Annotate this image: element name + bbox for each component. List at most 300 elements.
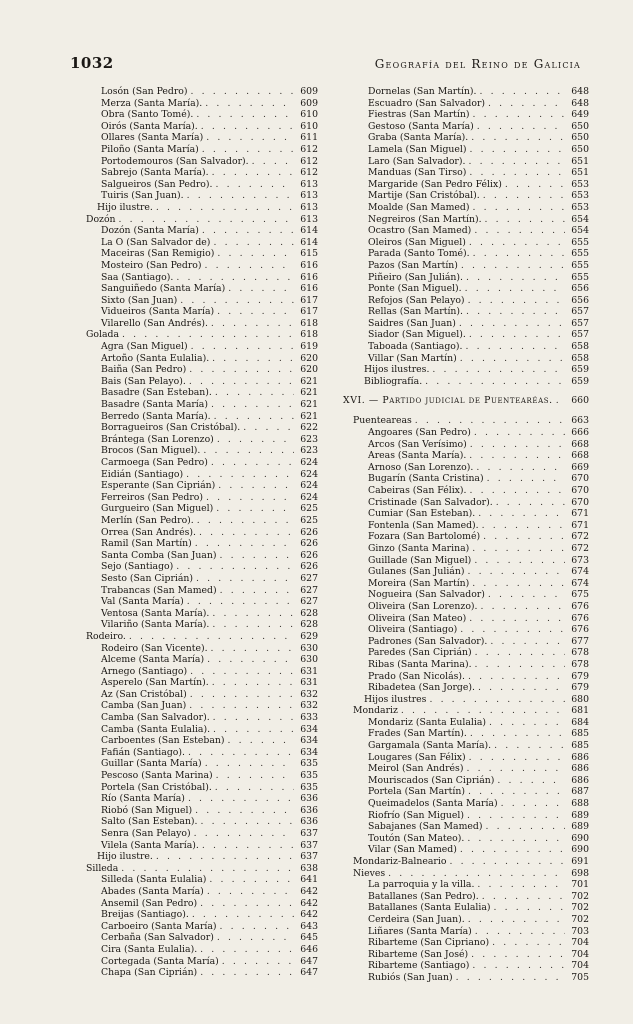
entry-page: 628 [300,607,318,619]
entry-name: Trabancas (San Mamed) [101,584,217,596]
entry-page: 614 [300,225,318,237]
entry-page: 684 [571,716,589,728]
index-entry [86,735,318,747]
index-entry [86,666,318,678]
leader-dots [199,144,294,156]
leader-dots [209,353,294,365]
entry-name: Salto (San Esteban). [101,816,198,828]
entry-page: 671 [571,519,589,531]
entry-page: 658 [571,352,589,364]
index-entry [86,828,318,840]
leader-dots [208,643,294,655]
entry-name: Mondariz (Santa Eulalia) [368,716,487,728]
entry-name: Ponte (San Miguel). [368,283,462,295]
entry-name: Manduas (San Tirso) [368,167,467,179]
entry-page: 670 [571,496,589,508]
entry-name: Breijas (Santiago). [101,909,189,921]
index-entry [86,874,318,886]
leader-dots [177,295,294,307]
leader-dots [209,167,294,179]
leader-dots [466,450,565,462]
entry-name: Fontenla (San Mamed). [368,519,479,531]
leader-dots [398,705,565,717]
index-entry [353,636,589,648]
index-entry [86,167,318,179]
entry-name: Vilarello (San Andrés). [101,317,208,329]
index-entry [353,415,589,427]
entry-name: Guillade (San Miguel) [368,554,472,566]
entry-page: 621 [300,375,318,387]
index-entry [86,364,318,376]
entry-name: Martije (San Cristóbal). [368,190,480,202]
leader-dots [465,914,565,926]
entry-name: Riobó (San Miguel) [101,804,193,816]
index-entry [86,237,318,249]
entry-name: Fiestras (San Martín) [368,109,470,121]
leader-dots [214,248,294,260]
entry-page: 634 [300,746,318,758]
leader-dots [209,677,294,689]
leader-dots [213,770,294,782]
entry-page: 620 [300,352,318,364]
index-entry [353,214,589,226]
entry-name: Basadre (San Esteban). [101,387,212,399]
index-entry [353,949,589,961]
index-entry [86,387,318,399]
leader-dots [462,283,565,295]
entry-page: 688 [571,798,589,810]
entry-name: Fafián (Santiago). [101,746,185,758]
index-entry [353,473,589,485]
entry-name: Moreira (San Martín) [368,577,470,589]
index-entry [353,613,589,625]
index-entry [86,422,318,434]
entry-page: 676 [571,612,589,624]
entry-name: Ribadetea (San Jorge). [368,682,475,694]
leader-dots [210,712,294,724]
entry-page: 686 [571,763,589,775]
entry-name: Paredes (San Ciprián) [368,647,472,659]
leader-dots [412,415,565,427]
entry-name: Sejo (Santiago) [101,561,174,573]
leader-dots [464,566,565,578]
leader-dots [465,295,565,307]
leader-dots [213,503,294,515]
leader-dots [464,833,565,845]
entry-name: Ollares (Santa María) [101,132,204,144]
entry-page: 636 [300,793,318,805]
index-entry [86,341,318,353]
entry-page: 612 [300,143,318,155]
leader-dots [187,689,294,701]
entry-page: 677 [571,635,589,647]
entry-page: 636 [300,816,318,828]
entry-name: Oliveira (San Lorenzo). [368,600,478,612]
entry-page: 671 [571,508,589,520]
leader-dots [457,353,565,365]
leader-dots [468,949,565,961]
entry-page: 613 [300,213,318,225]
entry-page: 641 [300,874,318,886]
leader-dots [210,237,294,249]
leader-dots [422,376,565,388]
entry-name: Silleda (Santa Eulalia) [101,874,207,886]
index-entry [353,260,589,272]
entry-page: 616 [300,283,318,295]
entry-name: Ribarteme (San José) [368,948,469,960]
index-entry [353,190,589,202]
entry-page: 613 [300,201,318,213]
index-entry [86,932,318,944]
entry-name: Santa Comba (San Juan) [101,549,217,561]
entry-page: 636 [300,804,318,816]
entry-name: Brocos (San Miguel). [101,445,201,457]
index-entry [353,821,589,833]
index-entry [86,550,318,562]
entry-name: Ginzo (Santa Marina) [368,542,470,554]
index-entry [86,758,318,770]
index-entry [353,555,589,567]
index-entry [86,411,318,423]
entry-page: 638 [300,862,318,874]
entry-page: 624 [300,457,318,468]
index-entry [86,260,318,272]
entry-name: Mondariz-Balneario [353,856,447,867]
entry-page: 686 [571,751,589,763]
leader-dots [466,167,565,179]
leader-dots [462,341,565,353]
entry-name: Ferreiros (San Pedro) [101,491,204,503]
leader-dots [469,109,565,121]
leader-dots [203,132,294,144]
index-entry [353,295,589,307]
index-entry [353,705,589,717]
index-entry [353,786,589,798]
entry-page: 626 [300,526,318,538]
leader-dots [198,816,294,828]
leader-dots [189,909,294,921]
leader-dots [466,237,565,249]
entry-name: Chapa (San Ciprián) [101,967,198,979]
index-entry [353,439,589,451]
entry-page: 676 [571,624,589,636]
leader-dots [483,821,566,833]
entry-page: 653 [571,201,589,213]
entry-name: Sabrejo (Santa María). [101,167,209,179]
leader-dots [464,810,565,822]
entry-page: 686 [571,774,589,786]
index-entry [353,121,589,133]
entry-name: Cabeiras (San Félix). [368,485,467,496]
index-entry [86,585,318,597]
index-entry [86,503,318,515]
leader-dots [479,891,565,903]
entry-page: 659 [571,375,589,387]
index-entry [86,86,318,98]
entry-name: Losón (San Pedro) [101,86,188,97]
entry-name: Portodemouros (San Salvador). [101,155,249,167]
leader-dots [474,121,565,133]
entry-page: 650 [571,143,589,155]
leader-dots [208,318,294,330]
index-entry [86,527,318,539]
leader-dots [153,851,294,863]
entry-name: Vilariño (Santa María). [101,619,210,631]
leader-dots [485,589,565,601]
leader-dots [502,179,565,191]
index-entry [86,515,318,527]
index-entry [353,237,589,249]
entry-page: 675 [571,589,589,601]
entry-page: 623 [300,433,318,445]
entry-page: 642 [300,885,318,897]
entry-page: 651 [571,155,589,167]
index-entry [353,740,589,752]
leader-dots [453,972,565,984]
index-entry [86,434,318,446]
leader-dots [469,543,565,555]
entry-page: 669 [571,461,589,473]
entry-page: 656 [571,283,589,295]
entry-page: 624 [300,480,318,492]
entry-name: Ribas (Santa Marina). [368,658,472,670]
entry-page: 656 [571,294,589,306]
entry-page: 678 [571,647,589,659]
index-entry [86,538,318,550]
entry-name: Gestoso (Santa María) [368,120,474,132]
entry-page: 678 [571,658,589,670]
entry-name: Tuiris (San Juan). [101,190,184,202]
index-entry [353,833,589,845]
index-entry [86,121,318,133]
entry-name: Hijos ilustres [364,693,427,705]
entry-page: 654 [571,213,589,225]
leader-dots [216,550,294,562]
entry-page: 679 [571,670,589,682]
index-entry [353,329,589,341]
index-entry [353,376,589,388]
index-entry [353,694,589,706]
entry-page: 657 [571,329,589,341]
index-entry [86,712,318,724]
index-entry [353,624,589,636]
entry-name: Ribarteme (San Cipriano) [368,937,490,949]
index-entry [353,752,589,764]
index-entry [353,132,589,144]
entry-page: 654 [571,225,589,237]
entry-page: 663 [571,415,589,427]
entry-page: 653 [571,190,589,202]
index-entry [86,295,318,307]
entry-page: 624 [300,468,318,480]
leader-dots [457,624,565,636]
entry-page: 624 [300,491,318,503]
index-entry [353,902,589,914]
index-entry [353,156,589,168]
entry-name: Vilela (Santa María). [101,839,199,851]
entry-name: Guillar (Santa María) [101,758,202,770]
index-entry [86,689,318,701]
index-entry [86,376,318,388]
entry-page: 679 [571,682,589,694]
entry-page: 672 [571,542,589,554]
entry-name: Oliveira (Santiago) [368,624,458,636]
entry-page: 702 [571,913,589,925]
entry-page: 622 [300,422,318,434]
leader-dots [126,631,294,643]
entry-page: 691 [571,856,589,867]
entry-page: 609 [300,86,318,97]
entry-name: Gulanes (San Julián) [368,566,465,578]
index-entry [86,608,318,620]
entry-name: Hijo ilustre. [97,201,153,213]
entry-page: 635 [300,781,318,793]
leader-dots [217,921,294,933]
index-entry [86,967,318,979]
entry-page: 623 [300,445,318,457]
leader-dots [204,886,294,898]
entry-name: Villar (San Martín) [368,352,457,364]
entry-name: Camba (Santa Eulalia). [101,723,211,735]
entry-page: 630 [300,642,318,654]
index-entry [86,816,318,828]
index-entry [86,643,318,655]
entry-page: 674 [571,577,589,589]
entry-name: Dozón (Santa María) [101,225,199,237]
entry-page: 616 [300,271,318,283]
leader-dots [466,752,565,764]
index-entry [86,805,318,817]
leader-dots [493,497,565,509]
leader-dots [202,758,294,770]
entry-name: Hijos ilustres. [364,364,430,376]
leader-dots [473,462,565,474]
leader-dots [204,654,294,666]
index-entry [86,399,318,411]
index-entry [353,225,589,237]
index-entry [86,747,318,759]
entry-name: Piloño (Santa María) [101,143,199,155]
entry-name: Silleda [86,862,119,874]
leader-dots [184,596,294,608]
index-entry [353,914,589,926]
index-entry [353,427,589,439]
entry-name: Alceme (Santa María) [101,654,205,666]
entry-page: 658 [571,341,589,353]
index-entry [86,179,318,191]
entry-page: 627 [300,596,318,608]
leader-dots [214,434,294,446]
entry-name: Rellas (San Martín). [368,306,463,318]
entry-name: XVI. — Partido judicial de Puentearéas. [343,395,553,407]
entry-name: Eidián (Santiago) [101,468,184,480]
leader-dots [153,202,294,214]
leader-dots [196,527,294,539]
index-entry [353,202,589,214]
entry-name: Ansemil (San Pedro) [101,897,198,909]
index-entry [353,856,589,868]
entry-page: 626 [300,561,318,573]
entry-name: Camba (San Salvador). [101,712,210,724]
index-entry [353,682,589,694]
entry-page: 657 [571,317,589,329]
entry-name: Basadre (Santa María) [101,399,208,411]
index-entry [86,272,318,284]
index-entry [86,770,318,782]
leader-dots [478,601,565,613]
entry-name: Nogueira (San Salvador) [368,589,485,601]
entry-page: 642 [300,909,318,921]
index-entry [86,677,318,689]
entry-page: 649 [571,109,589,121]
entry-page: 621 [300,399,318,411]
leader-dots [188,341,294,353]
entry-page: 629 [300,630,318,642]
entry-name: Parada (Santo Tomé). [368,248,470,260]
leader-dots [472,926,565,938]
entry-page: 633 [300,712,318,724]
entry-page: 690 [571,832,589,844]
entry-name: Refojos (San Pelayo) [368,294,465,306]
leader-dots [186,376,294,388]
entry-name: Batallanes (Santa Eulalia) [368,902,491,914]
entry-name: Toutón (San Mateo). [368,832,465,844]
leader-dots [426,694,565,706]
index-entry [86,851,318,863]
entry-name: Val (Santa María) [101,596,184,608]
leader-dots [193,109,294,121]
entry-name: Mouriscados (San Ciprián) [368,774,495,786]
entry-page: 702 [571,902,589,914]
entry-name: La O (San Salvador de) [101,236,211,248]
entry-page: 648 [571,86,589,97]
leader-dots [479,520,565,532]
entry-page: 619 [300,341,318,353]
entry-name: Portela (San Martín) [368,786,465,798]
entry-name: Siador (San Miguel). [368,329,466,341]
entry-page: 701 [571,879,589,891]
entry-page: 617 [300,294,318,306]
index-entry [86,329,318,341]
entry-page: 630 [300,654,318,666]
entry-page: 610 [300,109,318,121]
entry-page: 655 [571,236,589,248]
leader-dots [214,932,294,944]
index-entry [353,926,589,938]
leader-dots [199,225,294,237]
index-entry [86,631,318,643]
leader-dots [458,260,565,272]
entry-page: 637 [300,828,318,839]
entry-page: 666 [571,427,589,439]
leader-dots [219,956,294,968]
entry-name: Berredo (Santa María). [101,410,211,422]
entry-page: 704 [571,960,589,972]
entry-name: Sanguiñedo (Santa María) [101,283,226,295]
index-entry [353,972,589,984]
leader-dots [185,793,294,805]
leader-dots [194,515,294,527]
index-entry [86,144,318,156]
index-entry [353,364,589,376]
entry-page: 705 [571,971,589,983]
entry-name: Golada [86,329,120,341]
leader-dots [186,364,294,376]
entry-name: Lougares (San Félix) [368,751,466,763]
leader-dots [225,735,295,747]
entry-page: 613 [300,178,318,190]
entry-name: Pazos (San Martín) [368,259,458,271]
